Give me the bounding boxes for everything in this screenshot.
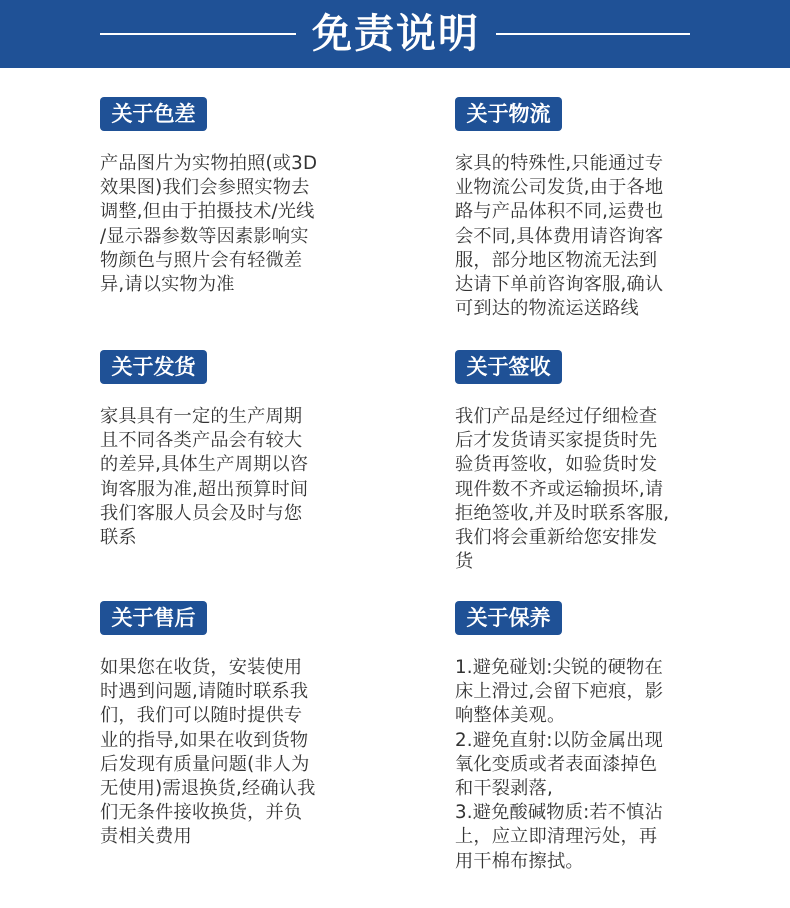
section-title-after-sales: 关于售后	[100, 601, 207, 635]
section-body-shipping: 家具具有一定的生产周期 且不同各类产品会有较大 的差异,具体生产周期以咨 询客服为准,超出预算时间 我们客服人员会及时与您 联系	[100, 406, 309, 549]
section-title-maintenance: 关于保养	[455, 601, 562, 635]
section-maintenance	[455, 601, 693, 874]
header-banner	[0, 0, 790, 68]
section-body-after-sales: 如果您在收货，安装使用 时遇到问题,请随时联系我 们，我们可以随时提供专 业的指导,如果在收到货物 后发现有质量问题(非人为 无使用)需退换货,经确认我 们无条件接收换货，并负 责相关费用	[100, 657, 316, 848]
section-shipping	[100, 350, 338, 550]
section-after-sales	[100, 601, 338, 850]
section-title-shipping: 关于发货	[100, 350, 207, 384]
section-body-maintenance: 1.避免碰划:尖锐的硬物在 床上滑过,会留下疤痕，影 响整体美观。 2.避免直射:以防金属出现 氧化变质或者表面漆掉色 和干裂剥落, 3.避免酸碱物质:若不慎沾 上，应立即清理污处，再 用干棉布擦拭。	[455, 657, 664, 872]
page-title: 免责说明	[312, 11, 480, 57]
header-divider-left	[100, 33, 296, 35]
section-body-receipt: 我们产品是经过仔细检查 后才发货请买家提货时先 验货再签收，如验货时发 现件数不齐或运输损坏,请 拒绝签收,并及时联系客服, 我们将会重新给您安排发 货	[455, 406, 670, 573]
section-title-color-difference: 关于色差	[100, 97, 207, 131]
section-color-difference	[100, 97, 338, 297]
section-receipt	[455, 350, 693, 574]
section-logistics	[455, 97, 693, 321]
section-body-logistics: 家具的特殊性,只能通过专 业物流公司发货,由于各地 路与产品体积不同,运费也 会不同,具体费用请咨询客 服，部分地区物流无法到 达请下单前咨询客服,确认 可到达的物流运送路线	[455, 153, 664, 320]
header-divider-right	[496, 33, 690, 35]
section-title-receipt: 关于签收	[455, 350, 562, 384]
section-title-logistics: 关于物流	[455, 97, 562, 131]
section-body-color-difference: 产品图片为实物拍照(或3D 效果图)我们会参照实物去 调整,但由于拍摄技术/光线 /显示器参数等因素影响实 物颜色与照片会有轻微差 异,请以实物为准	[100, 153, 318, 296]
